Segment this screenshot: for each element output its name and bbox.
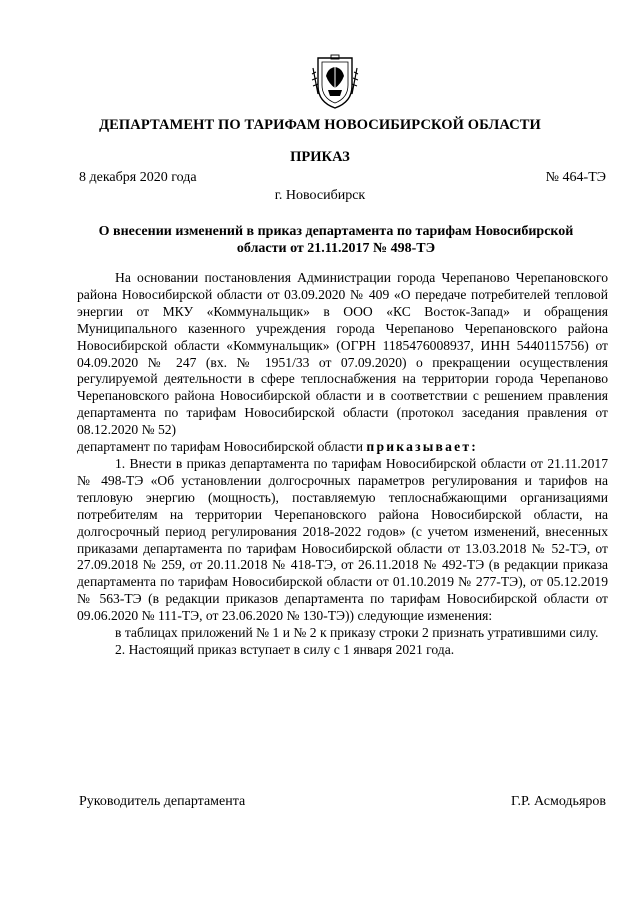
order-number: № 464-ТЭ [545, 170, 606, 185]
orders-word: приказывает: [366, 439, 478, 455]
order-subject: О внесении изменений в приказ департамента по тарифам Новосибирской области от 21.11.2017 № 498-ТЭ [98, 224, 574, 256]
department-name: ДЕПАРТАМЕНТ ПО ТАРИФАМ НОВОСИБИРСКОЙ ОБЛАСТИ [99, 117, 541, 133]
item-1-detail-paragraph: в таблицах приложений № 1 и № 2 к приказу строки 2 признать утратившими силу. [115, 625, 599, 641]
orders-paragraph [77, 439, 608, 456]
item-1-paragraph: 1. Внести в приказ департамента по тарифам Новосибирской области от 21.11.2017 № 498-ТЭ «Об установлении долгосрочных параметров регулирования и тарифов на тепловую энергию (мощность), поставляемую теплоснабжающими организациями потребителям на территории Черепановского района Новосибирской области, на долгосрочный период регулирования 2018-2022 годов» (с учетом изменений, внесенных приказами департамента по тарифам Новосибирской области от 13.03.2018 № 52-ТЭ, от 27.09.2018 № 259, от 20.11.2018 № 418-ТЭ, от 26.11.2018 № 492-ТЭ (в редакции приказа департамента по тарифам Новосибирской области от 01.10.2019 № 277-ТЭ), от 05.12.2019 № 563-ТЭ (в редакции приказов департамента по тарифам Новосибирской области от 09.06.2020 № 111-ТЭ, от 23.06.2020 № 130-ТЭ)) следующие изменения: [77, 455, 608, 624]
document-type: ПРИКАЗ [290, 149, 350, 165]
order-date: 8 декабря 2020 года [79, 170, 197, 185]
orders-prefix: департамент по тарифам Новосибирской области [77, 439, 367, 455]
preamble-paragraph: На основании постановления Администрации города Черепаново Черепановского района Новосибирской области от 03.09.2020 № 409 «О передаче потребителей тепловой энергии от МКУ «Коммунальщик» в ООО «КС Восток-Запад» и обращения Муниципального казенного учреждения города Черепаново Черепановского района Новосибирской области «Коммунальщик» (ОГРН 1185476008937, ИНН 5440115756) от 04.09.2020 № 247 (вх. № 1951/33 от 07.09.2020) о прекращении осуществления регулируемой деятельности в сфере теплоснабжения на территории города Черепаново Черепановского района Новосибирской области и в соответствии с решением правления департамента по тарифам Новосибирской области (протокол заседания правления от 08.12.2020 № 52) [77, 270, 608, 438]
item-2-paragraph: 2. Настоящий приказ вступает в силу с 1 января 2021 года. [115, 641, 455, 657]
coat-of-arms-icon [310, 54, 360, 110]
order-body [77, 270, 608, 659]
signature-name: Г.Р. Асмодьяров [510, 794, 606, 809]
signature-role: Руководитель департамента [79, 794, 246, 809]
order-city: г. Новосибирск [274, 188, 366, 203]
